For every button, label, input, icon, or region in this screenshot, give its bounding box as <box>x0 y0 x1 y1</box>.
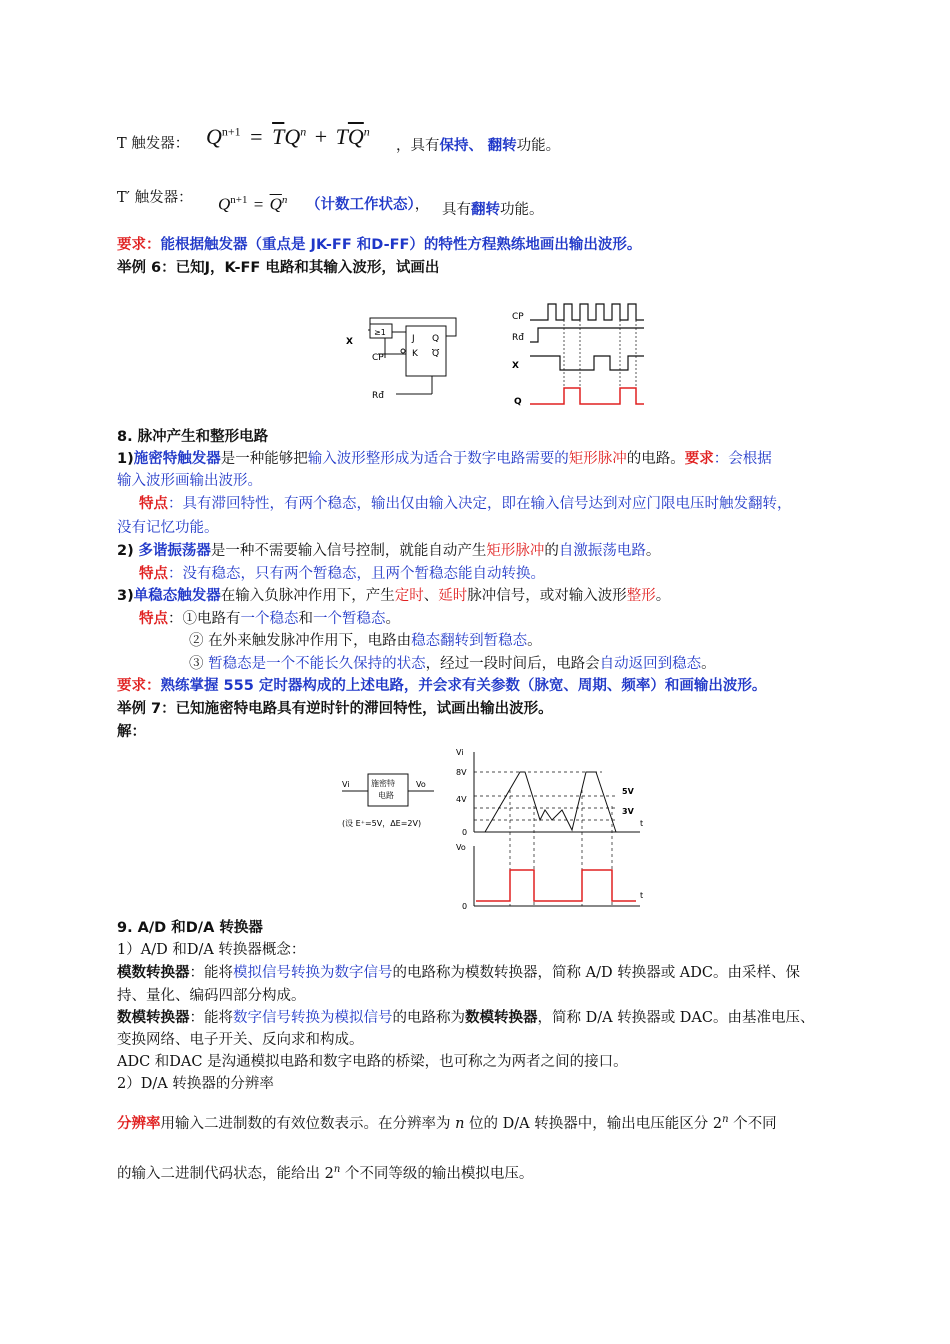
l9-b: 稳态翻转到暂稳态 <box>411 633 528 649</box>
sec9-resolution <box>117 1110 777 1134</box>
res-b: 位的 D/A 转换器中，输出电压能区分 2 <box>464 1115 723 1132</box>
tp-ff-tail-plain: 具有 <box>442 202 471 218</box>
t-ff-plus: + <box>314 124 328 149</box>
sec9-sub-2: 2）D/A 转换器的分辨率 <box>117 1076 274 1092</box>
wave-rd-label: Rđ <box>512 333 524 343</box>
t-ff-q1: Q <box>284 124 301 149</box>
section-8-heading: 8. 脉冲产生和整形电路 <box>117 429 269 445</box>
solution-label: 解： <box>117 724 146 740</box>
sch-t2: t <box>640 891 644 900</box>
l7-b: 定时 <box>394 588 424 604</box>
req2-body: 熟练掌握 555 定时器构成的上述电路，并会求有关参数（脉宽、周期、频率）和画输出波形。 <box>160 678 767 694</box>
jk-x-label: X <box>346 337 353 347</box>
t-ff-q-sup: n+1 <box>221 124 241 139</box>
t-ff-q: Q <box>206 124 222 149</box>
t-ff-tail-end: 功能。 <box>516 138 561 154</box>
req1-body: 能根据触发器（重点是 JK-FF 和D-FF）的特性方程熟练地画出输出波形。 <box>160 237 642 253</box>
tp-ff-comma: ， <box>414 197 430 213</box>
t-ff-sup1: n <box>300 124 307 139</box>
jk-j-label: J <box>412 334 415 344</box>
l7-d: 延时 <box>438 588 468 604</box>
l8-a: ：①电路有 <box>168 611 241 627</box>
l3-label: 特点 <box>139 496 168 512</box>
l8-d: 一个暂稳态 <box>313 611 386 627</box>
tp-ff-paren: （计数工作状态） <box>306 197 415 213</box>
sec9-adc-l2: 持、量化、编码四部分构成。 <box>117 988 306 1004</box>
l8-label: 特点 <box>139 611 168 627</box>
tp-ff-eq: = <box>253 194 264 214</box>
adc-c: 的电路称为模数转换器，简称 A/D 转换器或 ADC。由采样、保 <box>392 965 800 981</box>
wave-x-label: X <box>512 361 519 371</box>
sec9-dac-l2: 变换网络、电子开关、反向求和构成。 <box>117 1032 364 1048</box>
tp-ff-tail2 <box>442 200 544 220</box>
l7-f: 整形 <box>626 588 656 604</box>
l1-b: 输入波形整形成为适合于数字电路需要的 <box>307 451 569 467</box>
t-ff-tail-plain: ，具有 <box>396 138 440 154</box>
res-c: 个不同 <box>728 1115 777 1132</box>
l10-a: ③ <box>189 656 209 672</box>
l6-label: 特点 <box>139 566 168 582</box>
sec8-line-1 <box>117 449 772 469</box>
sec8-line-9 <box>189 631 542 651</box>
sch-5v: 5V <box>622 787 634 796</box>
t-ff-label: T 触发器： <box>117 136 190 152</box>
res2-a: 的输入二进制代码状态，能给出 2 <box>117 1165 334 1182</box>
l1-req: 要求 <box>684 451 714 467</box>
sch-condition: (设 E⁺=5V，ΔE=2V) <box>342 819 422 828</box>
sec9-sub-1: 1）A/D 和D/A 转换器概念： <box>117 942 306 958</box>
res-sup: n <box>722 1114 729 1125</box>
sch-vo: Vo <box>416 780 426 789</box>
res-term: 分辨率 <box>117 1115 161 1132</box>
wave-q-label: Q <box>514 397 522 407</box>
sec8-line-6 <box>139 564 545 584</box>
sec9-dac <box>117 1008 815 1028</box>
sec9-adc <box>117 963 800 983</box>
dac-a: ：能将 <box>189 1010 233 1026</box>
sch-y-vi: Vi <box>456 748 464 757</box>
t-ff-keep: 保持、 <box>439 138 483 154</box>
sch-t1: t <box>640 819 644 828</box>
l1-num: 1) <box>117 451 134 467</box>
adc-term: 模数转换器 <box>117 965 190 981</box>
sec8-line-10 <box>189 654 716 674</box>
jk-k-label: K <box>412 349 418 359</box>
tp-ff-qbar: $\overline{Q}$ <box>269 194 282 214</box>
t-ff-tbar: $\overline{T}$ <box>272 124 285 149</box>
t-ff-flip: 翻转 <box>487 138 517 154</box>
l8-e: 。 <box>385 611 400 627</box>
tp-ff-q: Q <box>218 194 231 214</box>
t-ff-tail <box>396 136 560 156</box>
l6-text: ：没有稳态，只有两个暂稳态，且两个暂稳态能自动转换。 <box>168 566 545 582</box>
l10-b: 暂稳态是一个不能长久保持的状态 <box>208 656 426 672</box>
example-6: 举例 6：已知J，K-FF 电路和其输入波形，试画出 <box>117 260 440 276</box>
sec8-line-8 <box>139 609 400 629</box>
jk-ff-figure <box>340 296 660 412</box>
l7-term: 单稳态触发器 <box>133 588 221 604</box>
schmitt-figure <box>340 746 660 912</box>
res2-b: 个不同等级的输出模拟电压。 <box>340 1165 534 1182</box>
l1-a: 是一种能够把 <box>220 451 308 467</box>
l10-d: 自动返回到稳态 <box>599 656 702 672</box>
t-ff-t2: T <box>335 124 348 149</box>
jk-clk-symbol: ≥1 <box>374 328 386 337</box>
t-ff-qbar: $\overline{Q}$ <box>347 124 364 149</box>
tp-ff-sup: n <box>281 194 288 206</box>
l7-a: 在输入负脉冲作用下，产生 <box>220 588 395 604</box>
dac-term: 数模转换器 <box>117 1010 190 1026</box>
l1-e: ：会根据 <box>713 451 772 467</box>
dac-c: 的电路称为 <box>392 1010 465 1026</box>
sch-0: 0 <box>462 828 468 837</box>
res-a: 用输入二进制数的有效位数表示。在分辨率为 <box>160 1115 456 1132</box>
l1-c: 矩形脉冲 <box>568 451 627 467</box>
sec8-line-4: 没有记忆功能。 <box>117 520 219 536</box>
wave-cp-label: CP <box>512 312 524 322</box>
tp-ff-formula <box>218 194 287 215</box>
l8-c: 和 <box>298 611 313 627</box>
l8-b: 一个稳态 <box>240 611 299 627</box>
res-n: n <box>455 1115 465 1132</box>
sec9-resolution-2 <box>117 1160 533 1184</box>
sch-4v: 4V <box>456 795 467 804</box>
l7-g: 。 <box>655 588 671 604</box>
req2-prefix: 要求： <box>117 678 161 694</box>
sec8-line-5 <box>117 541 660 561</box>
l3-text: ：具有滞回特性，有两个稳态，输出仅由输入决定，即在输入信号达到对应门限电压时触发翻转， <box>168 496 792 512</box>
l5-e: 。 <box>645 543 661 559</box>
sec8-line-2: 输入波形画输出波形。 <box>117 473 262 489</box>
l9-c: 。 <box>527 633 542 649</box>
sec9-bridge: ADC 和DAC 是沟通模拟电路和数字电路的桥梁，也可称之为两者之间的接口。 <box>117 1054 628 1070</box>
l5-d: 自激振荡电路 <box>558 543 646 559</box>
dac-e: ，简称 D/A 转换器或 DAC。由基准电压、 <box>537 1010 815 1026</box>
sch-box-2: 电路 <box>378 791 394 800</box>
l5-c: 的 <box>544 543 559 559</box>
tp-ff-label: T′ 触发器： <box>117 190 193 206</box>
dac-d: 数模转换器 <box>465 1010 538 1026</box>
req1-prefix: 要求： <box>117 237 161 253</box>
requirement-1 <box>117 235 641 255</box>
l5-num: 2) <box>117 543 134 559</box>
sch-vi: Vi <box>342 780 350 789</box>
l7-num: 3) <box>117 588 134 604</box>
t-ff-formula <box>206 124 370 150</box>
jk-cp-label: CP <box>372 353 384 363</box>
l10-c: ，经过一段时间后，电路会 <box>425 656 600 672</box>
l5-a: 是一种不需要输入信号控制，就能自动产生 <box>210 543 487 559</box>
dac-b: 数字信号转换为模拟信号 <box>233 1010 393 1026</box>
jk-rd-label: Rđ <box>372 391 384 401</box>
t-ff-line <box>117 134 189 154</box>
l10-e: 。 <box>701 656 716 672</box>
l5-term: 多谐振荡器 <box>138 543 211 559</box>
sec8-line-3 <box>139 494 792 514</box>
tp-ff-line <box>117 188 193 208</box>
sch-8v: 8V <box>456 768 467 777</box>
example-7 <box>117 699 553 719</box>
tp-ff-q-sup: n+1 <box>230 194 248 206</box>
l7-c: 、 <box>423 588 439 604</box>
t-ff-eq: = <box>250 124 263 149</box>
l1-term: 施密特触发器 <box>133 451 221 467</box>
jk-qb-label: Q <box>432 349 440 359</box>
sec8-line-7 <box>117 586 670 606</box>
sch-y-vo: Vo <box>456 843 466 852</box>
section-9-heading: 9. A/D 和D/A 转换器 <box>117 920 263 936</box>
l9-a: ② 在外来触发脉冲作用下，电路由 <box>189 633 412 649</box>
l5-b: 矩形脉冲 <box>486 543 545 559</box>
adc-a: ：能将 <box>189 965 233 981</box>
requirement-2 <box>117 676 766 696</box>
l1-d: 的电路。 <box>626 451 685 467</box>
sch-box-1: 施密特 <box>371 779 395 788</box>
tp-ff-flip: 翻转 <box>471 202 500 218</box>
adc-b: 模拟信号转换为数字信号 <box>233 965 393 981</box>
t-ff-sup2: n <box>363 124 370 139</box>
tp-ff-tail-end: 功能。 <box>500 202 544 218</box>
jk-q-label: Q <box>432 334 440 344</box>
sch-0b: 0 <box>462 902 468 911</box>
l7-e: 脉冲信号，或对输入波形 <box>467 588 627 604</box>
sch-3v: 3V <box>622 807 634 816</box>
ex7-text: 举例 7：已知施密特电路具有逆时针的滞回特性，试画出输出波形。 <box>117 701 553 717</box>
res2-sup: n <box>333 1164 341 1175</box>
tp-ff-tail <box>306 195 429 215</box>
